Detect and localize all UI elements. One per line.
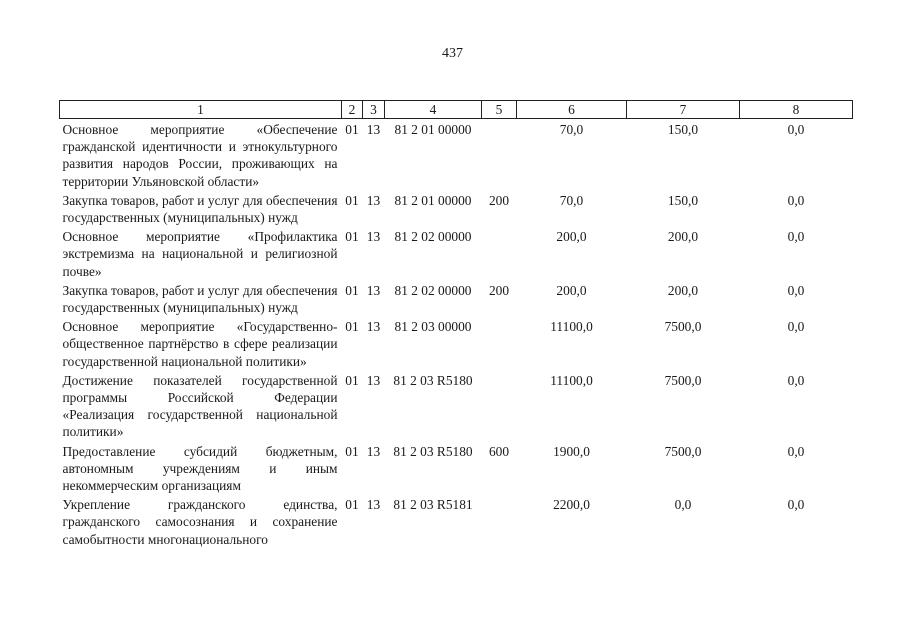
row-amount-1: 200,0 [556,282,587,298]
row-section: 01 [345,229,359,245]
row-expense-type: 200 [488,192,510,208]
row-subsection: 13 [366,229,381,245]
row-name: Достижение показателей государственной программы Российской Федерации «Реализация государственной национальной политики» [62,372,338,440]
table-row [60,119,853,190]
row-section: 01 [345,497,359,513]
row-amount-3: 0,0 [787,372,805,388]
row-name: Закупка товаров, работ и услуг для обеспечения государственных (муниципальных) нужд [62,282,338,316]
table-header-row [60,101,853,119]
row-amount-2: 7500,0 [664,443,702,459]
row-amount-3: 0,0 [787,497,805,513]
row-target-code: 81 2 03 R5180 [393,443,473,459]
row-expense-type [482,494,517,548]
row-amount-2: 7500,0 [664,319,702,335]
header-col-5: 5 [482,101,517,119]
row-subsection: 13 [366,497,381,513]
row-subsection: 13 [366,192,381,208]
page-number: 437 [442,46,463,61]
row-expense-type [482,226,517,280]
header-col-1: 1 [60,101,342,119]
row-target-code: 81 2 01 00000 [394,122,472,137]
table-row [60,316,853,370]
table-row [60,441,853,495]
row-target-code: 81 2 02 00000 [394,282,472,298]
row-amount-1: 11100,0 [550,319,593,335]
row-subsection: 13 [366,282,381,298]
row-section: 01 [345,443,359,459]
row-section: 01 [345,319,359,335]
row-amount-3: 0,0 [787,319,805,335]
header-col-6: 6 [517,101,627,119]
row-amount-1: 70,0 [559,192,584,208]
header-col-2: 2 [342,101,363,119]
row-amount-1: 2200,0 [553,497,590,513]
row-amount-2: 7500,0 [664,372,702,388]
row-subsection: 13 [366,319,381,335]
row-subsection: 13 [366,122,381,137]
row-target-code: 81 2 03 00000 [394,319,472,335]
header-col-7: 7 [627,101,740,119]
row-name: Основное мероприятие «Государственно-общественное партнёрство в сфере реализации государственной национальной политики» [62,319,338,369]
table-row [60,370,853,441]
row-subsection: 13 [366,372,381,388]
row-amount-2: 200,0 [667,229,699,245]
row-amount-2: 150,0 [667,122,699,137]
row-expense-type [482,316,517,370]
row-expense-type: 600 [488,443,510,459]
row-section: 01 [345,122,359,137]
row-name: Закупка товаров, работ и услуг для обеспечения государственных (муниципальных) нужд [62,192,338,226]
table-row [60,190,853,226]
row-target-code: 81 2 03 R5180 [393,372,473,388]
table-row [60,226,853,280]
row-subsection: 13 [366,443,381,459]
header-col-4: 4 [385,101,482,119]
row-amount-2: 150,0 [667,192,699,208]
row-amount-1: 11100,0 [550,372,593,388]
row-amount-2: 200,0 [667,282,699,298]
row-amount-1: 1900,0 [553,443,590,459]
row-name: Укрепление гражданского единства, гражданского самосознания и сохранение самобытности многонационального [62,497,338,547]
row-expense-type [482,119,517,190]
table-row [60,494,853,548]
row-target-code: 81 2 03 R5181 [393,497,473,513]
row-amount-3: 0,0 [787,443,805,459]
row-amount-1: 200,0 [556,229,587,245]
row-amount-1: 70,0 [559,122,584,137]
row-amount-3: 0,0 [787,192,805,208]
row-name: Основное мероприятие «Обеспечение гражданской идентичности и этнокультурного развития народов России, проживающих на территории Ульяновской области» [62,122,338,189]
row-amount-3: 0,0 [787,282,805,298]
row-target-code: 81 2 01 00000 [394,192,472,208]
budget-table [59,100,853,548]
row-section: 01 [345,282,359,298]
header-col-3: 3 [363,101,385,119]
row-target-code: 81 2 02 00000 [394,229,472,245]
row-section: 01 [345,372,359,388]
row-amount-2: 0,0 [674,497,692,513]
row-section: 01 [345,192,359,208]
table-row [60,280,853,316]
row-name: Предоставление субсидий бюджетным, автономным учреждениям и иным некоммерческим организациям [62,443,338,494]
row-expense-type: 200 [488,282,510,298]
row-amount-3: 0,0 [787,122,805,137]
row-expense-type [482,370,517,441]
row-name: Основное мероприятие «Профилактика экстремизма на национальной и религиозной почве» [62,229,338,279]
header-col-8: 8 [740,101,853,119]
row-amount-3: 0,0 [787,229,805,245]
